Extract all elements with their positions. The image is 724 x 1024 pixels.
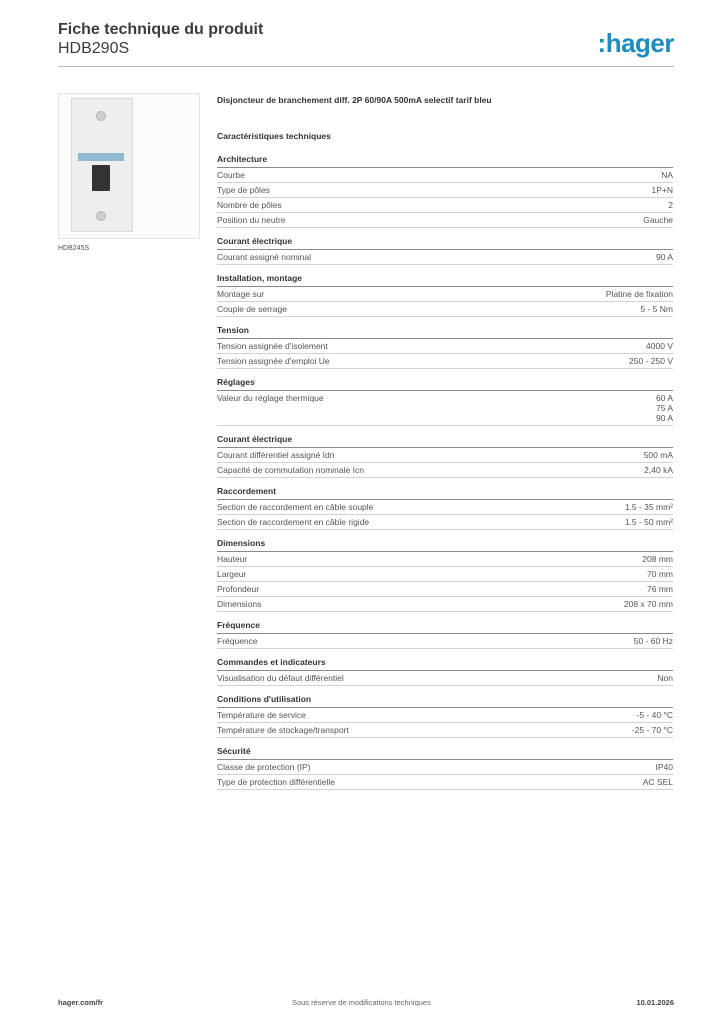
spec-value [643,215,673,225]
spec-value [624,599,673,609]
page-header [58,20,263,58]
spec-label: Température de stockage/transport [217,725,349,735]
spec-label: Nombre de pôles [217,200,282,210]
section-title: Caractéristiques techniques [217,131,331,141]
spec-group [217,538,673,612]
spec-group-title: Architecture [217,154,673,168]
footer-website[interactable]: hager.com/fr [58,998,104,1007]
spec-value [637,710,673,720]
product-image [58,93,200,239]
spec-label: Type de protection différentielle [217,777,335,787]
spec-group [217,236,673,265]
spec-row [217,168,673,183]
screw-icon [96,211,106,221]
spec-group [217,273,673,317]
spec-label: Capacité de commutation nominale Icn [217,465,364,475]
spec-group [217,325,673,369]
spec-group [217,486,673,530]
spec-value-line: -25 - 70 °C [631,725,673,735]
spec-value [656,393,673,423]
spec-value-line: 208 mm [642,554,673,564]
spec-row [217,582,673,597]
spec-value [629,356,673,366]
spec-group-title: Réglages [217,377,673,391]
spec-value-line: 60 A [655,393,673,403]
spec-label: Section de raccordement en câble souple [217,502,374,512]
spec-row [217,671,673,686]
spec-row [217,354,673,369]
spec-value-line: 2,40 kA [644,465,673,475]
spec-row [217,760,673,775]
spec-row [217,567,673,582]
spec-value [634,636,673,646]
spec-value-line: 75 A [655,403,673,413]
spec-value [643,777,673,787]
spec-label: Classe de protection (IP) [217,762,311,772]
spec-value [657,673,673,683]
spec-group [217,377,673,426]
spec-value [644,465,673,475]
spec-value-line: 1.5 - 35 mm² [624,502,673,512]
spec-group [217,657,673,686]
spec-value-line: 1P+N [651,185,673,195]
spec-row [217,302,673,317]
spec-value-line: 90 A [655,413,673,423]
spec-value-line: 70 mm [647,569,673,579]
spec-row [217,634,673,649]
spec-value-line: 250 - 250 V [629,356,673,366]
spec-value-line: 2 [668,200,673,210]
spec-label: Position du neutre [217,215,286,225]
spec-value [646,341,673,351]
spec-group-title: Sécurité [217,746,673,760]
image-caption: HDB245S [58,245,90,252]
spec-label: Valeur du réglage thermique [217,393,324,403]
spec-value [647,584,673,594]
spec-value [625,502,673,512]
product-description: Disjoncteur de branchement diff. 2P 60/90A 500mA selectif tarif bleu [217,95,492,105]
spec-value [644,450,673,460]
spec-value-line: Non [657,673,673,683]
spec-value [606,289,673,299]
spec-label: Courant différentiel assigné Idn [217,450,335,460]
spec-value-line: 90 A [655,252,673,262]
spec-value-line: 208 x 70 mm [623,599,673,609]
spec-value-line: NA [661,170,673,180]
hager-logo: :hager [597,28,674,58]
spec-label: Visualisation du défaut différentiel [217,673,344,683]
spec-row [217,287,673,302]
spec-value [656,762,674,772]
spec-value-line: Gauche [643,215,673,225]
spec-value [652,185,674,195]
spec-value [640,304,673,314]
spec-label: Profondeur [217,584,260,594]
spec-label: Hauteur [217,554,248,564]
spec-group-title: Commandes et indicateurs [217,657,673,671]
spec-label: Type de pôles [217,185,270,195]
spec-group-title: Courant électrique [217,236,673,250]
spec-value-line: 50 - 60 Hz [633,636,673,646]
spec-row [217,597,673,612]
spec-value-line: 76 mm [647,584,673,594]
spec-group-title: Conditions d'utilisation [217,694,673,708]
spec-value-line: AC SEL [642,777,673,787]
spec-row [217,250,673,265]
header-divider [58,66,674,67]
spec-label: Tension assignée d'isolement [217,341,328,351]
spec-group-title: Raccordement [217,486,673,500]
spec-row [217,708,673,723]
spec-content [217,95,673,798]
spec-label: Courbe [217,170,245,180]
spec-value-line: 5 - 5 Nm [640,304,673,314]
spec-group [217,746,673,790]
spec-row [217,515,673,530]
spec-row [217,723,673,738]
spec-row [217,448,673,463]
spec-row [217,339,673,354]
spec-group [217,434,673,478]
toggle-switch-icon [92,165,110,191]
document-title: Fiche technique du produit [58,21,264,38]
spec-row [217,183,673,198]
spec-value-line: 500 mA [643,450,673,460]
spec-group-title: Installation, montage [217,273,673,287]
footer-date: 10.01.2026 [636,998,674,1007]
spec-label: Tension assignée d'emploi Ue [217,356,330,366]
spec-value [656,252,673,262]
spec-label: Couple de serrage [217,304,287,314]
spec-label: Fréquence [217,636,258,646]
spec-row [217,391,673,426]
spec-group-title: Courant électrique [217,434,673,448]
spec-value [625,517,673,527]
spec-row [217,198,673,213]
spec-value [632,725,673,735]
spec-value [647,569,673,579]
spec-row [217,552,673,567]
spec-group [217,694,673,738]
screw-icon [96,111,106,121]
spec-row [217,500,673,515]
spec-value-line: -5 - 40 °C [636,710,673,720]
breaker-illustration [71,98,133,232]
spec-value-line: IP40 [655,762,673,772]
spec-groups [217,154,673,790]
spec-row [217,775,673,790]
spec-value-line: Platine de fixation [605,289,673,299]
spec-label: Montage sur [217,289,265,299]
spec-group [217,620,673,649]
spec-group-title: Fréquence [217,620,673,634]
spec-value [668,200,673,210]
spec-row [217,213,673,228]
spec-label: Dimensions [217,599,262,609]
spec-label: Largeur [217,569,247,579]
spec-group-title: Dimensions [217,538,673,552]
spec-value [661,170,673,180]
spec-label: Section de raccordement en câble rigide [217,517,370,527]
spec-value-line: 4000 V [646,341,673,351]
spec-label: Température de service [217,710,306,720]
footer-notice: Sous réserve de modifications techniques [292,998,431,1007]
spec-value [642,554,673,564]
product-reference: HDB290S [58,40,130,57]
label-stripe [78,153,124,161]
spec-value-line: 1.5 - 50 mm² [624,517,673,527]
spec-label: Courant assigné nominal [217,252,312,262]
spec-group-title: Tension [217,325,673,339]
spec-row [217,463,673,478]
spec-group [217,154,673,228]
